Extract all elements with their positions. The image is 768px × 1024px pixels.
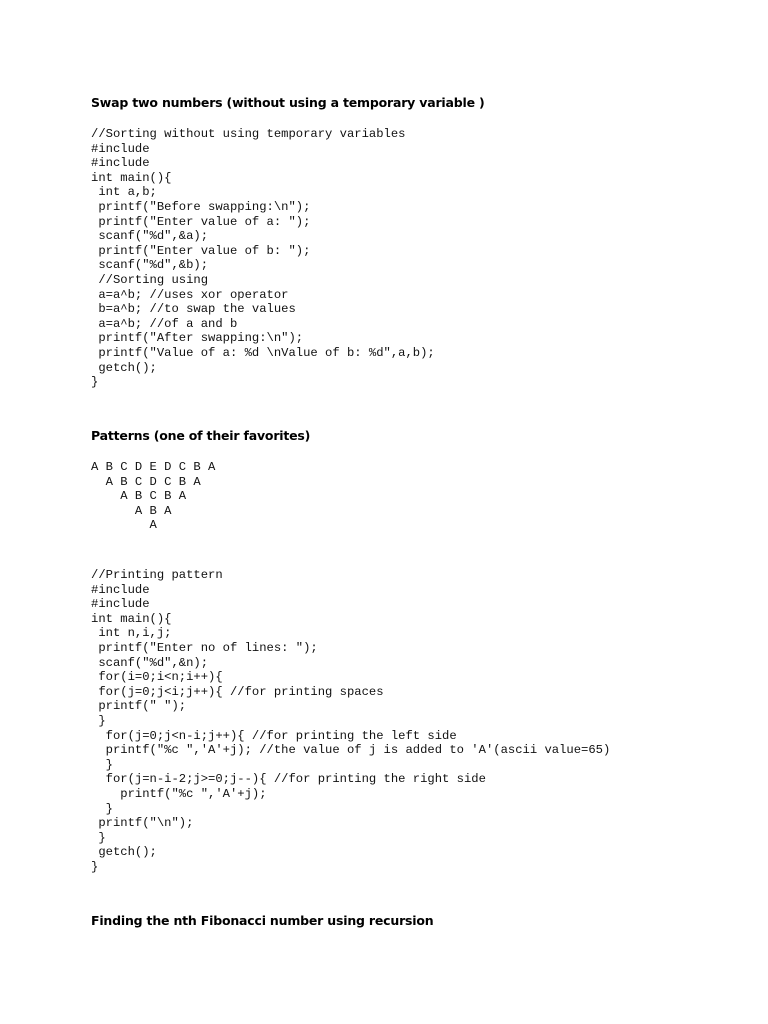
code-line: }: [91, 859, 99, 874]
code-line: getch();: [91, 360, 157, 375]
code-line: printf("\n");: [91, 816, 194, 831]
code-line: printf("Enter value of a: ");: [91, 214, 311, 229]
section-heading-fibonacci: Finding the nth Fibonacci number using recursion: [91, 913, 434, 928]
code-line: }: [91, 375, 99, 390]
code-line: int a,b;: [91, 185, 157, 200]
code-line: printf("%c ",'A'+j); //the value of j is added to 'A'(ascii value=65): [91, 743, 611, 758]
pattern-output: [91, 460, 215, 533]
code-line: scanf("%d",&n);: [91, 655, 209, 670]
code-line: int main(){: [91, 611, 172, 626]
code-line: #include: [91, 156, 150, 171]
code-line: getch();: [91, 845, 157, 860]
code-line: #include: [91, 141, 150, 156]
code-line: for(j=n-i-2;j>=0;j--){ //for printing the right side: [91, 772, 486, 787]
code-line: scanf("%d",&b);: [91, 258, 209, 273]
code-line: for(i=0;i<n;i++){: [91, 670, 223, 685]
code-line: printf("Enter value of b: ");: [91, 243, 311, 258]
code-line: #include: [91, 582, 150, 597]
code-line: }: [91, 801, 113, 816]
code-line: //Printing pattern: [91, 568, 223, 582]
code-line: printf("%c ",'A'+j);: [91, 786, 267, 801]
code-line: }: [91, 757, 113, 772]
code-line: }: [91, 713, 106, 728]
code-block-swap: [91, 127, 435, 390]
code-line: int n,i,j;: [91, 626, 172, 641]
section-heading-swap: Swap two numbers (without using a temporary variable ): [91, 95, 485, 110]
code-line: a=a^b; //of a and b: [91, 316, 238, 331]
code-line: }: [91, 830, 106, 845]
code-line: A B C D E D C B A: [91, 460, 216, 474]
code-line: printf("Value of a: %d \nValue of b: %d",a,b);: [91, 345, 435, 360]
code-line: for(j=0;j<i;j++){ //for printing spaces: [91, 684, 384, 699]
code-line: int main(){: [91, 170, 172, 185]
code-line: A B A: [91, 503, 172, 518]
code-line: printf(" ");: [91, 699, 187, 714]
section-heading-patterns: Patterns (one of their favorites): [91, 428, 311, 443]
code-line: for(j=0;j<n-i;j++){ //for printing the left side: [91, 728, 457, 743]
code-line: //Sorting without using temporary variables: [91, 127, 406, 141]
code-line: printf("Before swapping:\n");: [91, 199, 311, 214]
code-line: a=a^b; //uses xor operator: [91, 287, 289, 302]
code-line: #include: [91, 597, 150, 612]
code-line: scanf("%d",&a);: [91, 229, 209, 244]
code-line: printf("Enter no of lines: ");: [91, 640, 318, 655]
code-line: b=a^b; //to swap the values: [91, 302, 296, 317]
code-line: A B C D C B A: [91, 474, 201, 489]
code-line: A B C B A: [91, 489, 187, 504]
code-line: A: [91, 518, 157, 533]
code-line: printf("After swapping:\n");: [91, 331, 304, 346]
code-block-pattern: [91, 568, 610, 874]
code-line: //Sorting using: [91, 272, 209, 287]
